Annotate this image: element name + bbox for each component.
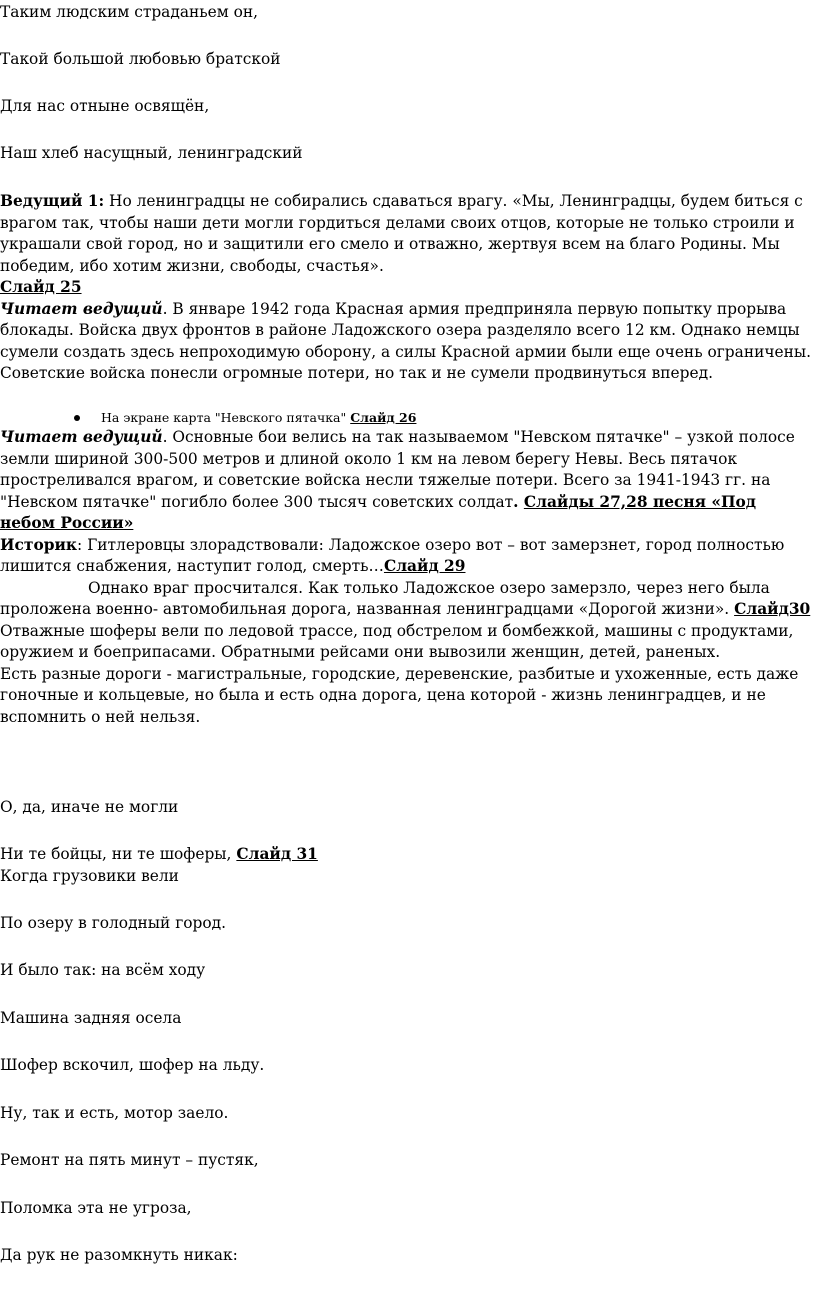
verse-text: Ни те бойцы, ни те шоферы, bbox=[0, 845, 237, 863]
punctuation: . bbox=[513, 492, 524, 511]
slide-link[interactable]: Слайд 25 bbox=[0, 278, 82, 296]
paragraph-text: . В январе 1942 года Красная армия предприняла первую попытку прорыва блокады. Войска двух фронтов в районе Ладожского озера разделяло всего 12 км. Однако немцы сумели создать здесь непроходимую оборону, а силы Красной армии были еще очень ограничены. Советские войска понесли огромные потери, но так и не сумели продвинуться вперед. bbox=[0, 299, 812, 382]
speaker-label: Читает ведущий bbox=[0, 428, 163, 446]
verse-line: Таким людским страданьем он, bbox=[0, 3, 259, 21]
verse-line: Когда грузовики вели bbox=[0, 867, 179, 885]
verse-line: Ну, так и есть, мотор заело. bbox=[0, 1104, 229, 1122]
bullet-list bbox=[0, 409, 814, 427]
list-item bbox=[0, 409, 814, 427]
paragraph-text: : Гитлеровцы злорадствовали: Ладожское озеро вот – вот замерзнет, город полностью лишится снабжения, наступит голод, смерть… bbox=[0, 535, 785, 575]
verse-line: Такой большой любовью братской bbox=[0, 50, 281, 68]
slide-link[interactable]: Слайд 26 bbox=[350, 410, 417, 425]
verse-line: По озеру в голодный город. bbox=[0, 914, 227, 932]
paragraph-text: Но ленинградцы не собирались сдаваться врагу. «Мы, Ленинградцы, будем биться с врагом так, чтобы наши дети могли гордиться делами своих отцов, которые не только строили и украшали свой город, но и защитили его смело и отважно, жертвуя всем на благо Родины. Мы победим, ибо хотим жизни, свободы, счастья». bbox=[0, 192, 803, 275]
verse-line: Ремонт на пять минут – пустяк, bbox=[0, 1151, 259, 1169]
paragraph-text: Однако враг просчитался. Как только Ладожское озеро замерзло, через него была проложена военно- автомобильная дорога, названная ленинградцами «Дорогой жизни». bbox=[0, 578, 770, 618]
paragraph-text: Отважные шоферы вели по ледовой трассе, под обстрелом и бомбежкой, машины с продуктами, оружием и боеприпасами. Обратными рейсами они вывозили женщин, детей, раненых. bbox=[0, 621, 794, 661]
speaker-label: Историк bbox=[0, 535, 78, 554]
paragraph-text: Есть разные дороги - магистральные, городские, деревенские, разбитые и ухоженные, есть даже гоночные и кольцевые, но была и есть одна дорога, цена которой - жизнь ленинградцев, и не вспомнить о ней нельзя. bbox=[0, 664, 799, 726]
verse-line: Наш хлеб насущный, ленинградский bbox=[0, 144, 303, 162]
host1-paragraph bbox=[0, 191, 814, 385]
list-item-text: На экране карта "Невского пятачка" bbox=[101, 410, 351, 425]
verse-line: Поломка эта не угроза, bbox=[0, 1199, 192, 1217]
verse-line: Да рук не разомкнуть никак: bbox=[0, 1246, 238, 1264]
slide-link[interactable]: Слайды 27,28 песня «Под небом России» bbox=[0, 492, 757, 532]
slide-link[interactable]: Слайд 31 bbox=[236, 845, 318, 863]
slide-link[interactable]: Слайд 29 bbox=[383, 557, 466, 575]
verse-line bbox=[0, 844, 318, 866]
reads2-paragraph bbox=[0, 427, 814, 728]
speaker-label: Ведущий 1: bbox=[0, 192, 105, 210]
slide-link[interactable]: Слайд30 bbox=[734, 600, 811, 618]
verse-line: Машина задняя осела bbox=[0, 1009, 182, 1027]
verse-line: О, да, иначе не могли bbox=[0, 798, 179, 816]
verse-line: Для нас отныне освящён, bbox=[0, 97, 210, 115]
speaker-label: Читает ведущий bbox=[0, 299, 163, 318]
verse-line: И было так: на всём ходу bbox=[0, 961, 206, 979]
paragraph-text: . Основные бои велись на так называемом "Невском пятачке" – узкой полосе земли шириной 300-500 метров и длиной около 1 км на левом берегу Невы. Весь пятачок простреливался врагом, и советские войска несли тяжелые потери. Всего за 1941-1943 гг. на "Невском пятачке" погибло более 300 тысяч советских солдат bbox=[0, 428, 795, 511]
verse-line: Шофер вскочил, шофер на льду. bbox=[0, 1056, 265, 1074]
